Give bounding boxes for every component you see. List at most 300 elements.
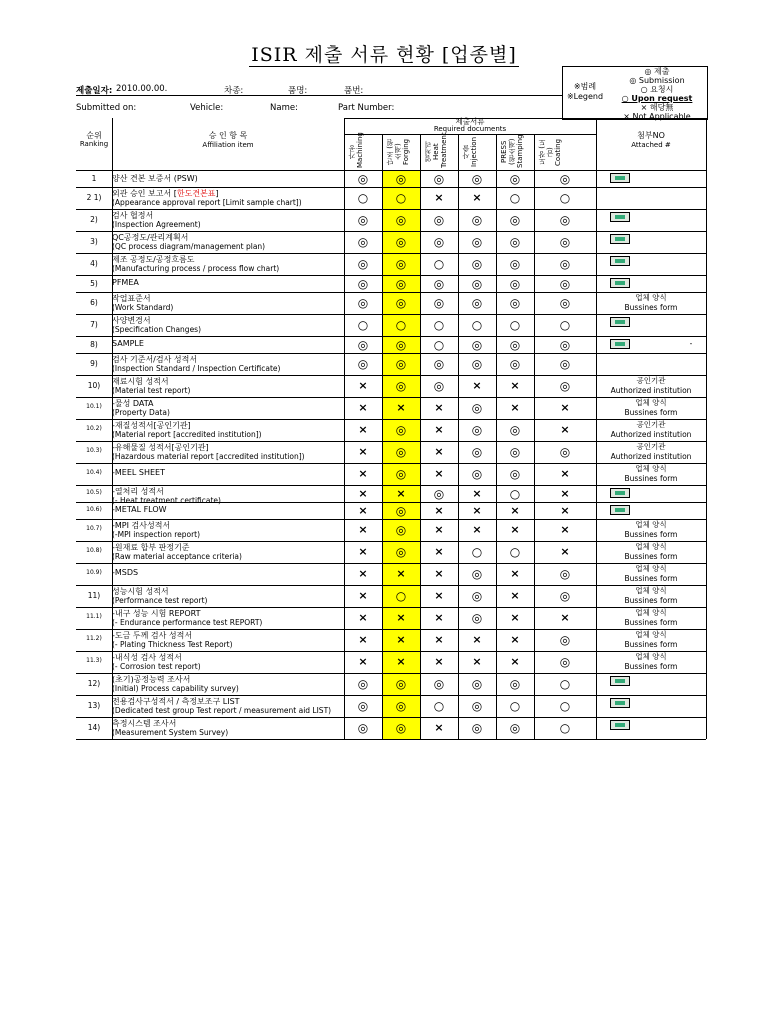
- ranking-cell: 7): [90, 320, 98, 329]
- doc-mark: ◎: [357, 276, 369, 291]
- ranking-cell: 10.8): [86, 547, 102, 554]
- attachment-note-line: 업체 양식: [635, 630, 667, 639]
- item-title-ko: -MPI 검사성적서: [112, 521, 171, 530]
- doc-mark: ◎: [433, 379, 445, 393]
- ranking-cell: 11.2): [86, 635, 102, 642]
- item-title-en: (Inspection Standard / Inspection Certificate): [112, 364, 281, 373]
- doc-mark: ◎: [559, 235, 571, 249]
- doc-mark: ×: [358, 379, 368, 392]
- vehicle-label-ko: 차종:: [224, 86, 244, 96]
- doc-mark: ◎: [559, 257, 571, 271]
- attachment-icon[interactable]: [610, 505, 630, 515]
- doc-mark: ◎: [509, 171, 521, 186]
- item-title-ko: 성능시험 성적서: [112, 587, 169, 596]
- part-label-en: Part Number:: [338, 103, 395, 113]
- doc-mark: ×: [358, 486, 368, 500]
- column-divider: [496, 134, 497, 739]
- doc-mark: ◎: [471, 357, 483, 371]
- doc-mark: ◎: [395, 357, 407, 371]
- item-title-ko: -도금 두께 검사 성적서: [112, 631, 193, 640]
- doc-mark: ◎: [395, 445, 407, 459]
- item-title-en: (Initial) Process capability survey): [112, 684, 239, 693]
- attachment-note-line: Authorized institution: [610, 430, 692, 439]
- ranking-cell: 10.1): [86, 403, 102, 410]
- item-title: PFMEA: [112, 277, 139, 287]
- attachment-note-line: Bussines form: [624, 574, 678, 583]
- doc-mark: ×: [472, 486, 482, 500]
- attachment-note-line: Bussines form: [624, 303, 678, 312]
- item-title-ko: 검사 협정서: [112, 211, 154, 220]
- attachment-note-line: 공인기관: [636, 442, 666, 451]
- doc-mark: ×: [396, 655, 406, 668]
- attachment-note: [596, 564, 706, 584]
- ranking-cell: 5): [90, 278, 98, 288]
- doc-mark: ×: [510, 633, 520, 646]
- doc-mark: ×: [358, 467, 368, 480]
- doc-mark: ◎: [357, 171, 369, 186]
- attachment-note-line: 업체 양식: [635, 608, 667, 617]
- doc-mark: ◎: [509, 337, 521, 352]
- attachment-icon[interactable]: [610, 676, 630, 686]
- item-title-en: (Material test report): [112, 386, 191, 395]
- doc-mark: ×: [472, 191, 482, 204]
- process-header: 가공 Machining: [348, 132, 364, 168]
- item-title-en: (- Corrosion test report): [112, 662, 201, 671]
- item-title-en: (Manufacturing process / process flow chart): [112, 264, 280, 273]
- doc-mark: ◎: [357, 213, 369, 227]
- doc-mark: ×: [434, 401, 444, 414]
- attachment-icon[interactable]: [610, 339, 630, 349]
- item-title-ko: -내식성 검사 성적서: [112, 653, 182, 662]
- doc-mark: ○: [395, 589, 407, 603]
- highlight-text: 한도견본표: [176, 189, 216, 198]
- doc-mark: ×: [358, 503, 368, 517]
- doc-mark: ×: [396, 486, 406, 500]
- doc-mark: ○: [509, 191, 521, 205]
- ranking-cell: 11): [87, 591, 101, 600]
- doc-mark: ◎: [357, 721, 369, 735]
- legend-item: × 해당無: [640, 103, 674, 112]
- doc-mark: ○: [559, 699, 571, 713]
- attachment-note-line: 업체 양식: [635, 293, 667, 302]
- attachment-note-line: Bussines form: [624, 662, 678, 671]
- name-label-en: Name:: [270, 103, 298, 113]
- attachment-note: [596, 442, 706, 462]
- doc-mark: ◎: [357, 257, 369, 271]
- doc-mark: ◎: [471, 445, 483, 459]
- ranking-cell: 10): [87, 381, 101, 390]
- doc-mark: ◎: [357, 677, 369, 691]
- item-title-en: (Property Data): [112, 408, 170, 417]
- doc-mark: ◎: [471, 721, 483, 735]
- doc-mark: ○: [395, 318, 407, 332]
- doc-mark: ◎: [395, 379, 407, 393]
- item-title-ko: 전용검사구성적서 / 측정보조구 LIST: [112, 697, 240, 706]
- doc-mark: ×: [396, 401, 406, 414]
- ranking-cell: 4): [90, 259, 98, 268]
- doc-mark: ○: [559, 318, 571, 332]
- doc-mark: ×: [434, 567, 444, 580]
- doc-mark: ◎: [433, 486, 445, 501]
- doc-mark: ○: [433, 257, 445, 271]
- doc-mark: ×: [472, 379, 482, 392]
- date-label-en: Submitted on:: [76, 103, 137, 113]
- doc-mark: ○: [509, 545, 521, 559]
- doc-mark: ◎: [357, 699, 369, 713]
- ranking-cell: 11.1): [86, 613, 102, 620]
- doc-mark: ◎: [559, 337, 571, 352]
- doc-mark: ×: [434, 633, 444, 646]
- ranking-cell: 10.3): [86, 447, 102, 454]
- doc-mark: ○: [357, 191, 369, 205]
- doc-mark: ◎: [509, 423, 521, 437]
- doc-mark: ◎: [559, 633, 571, 647]
- legend-item: × Not Applicable: [623, 112, 691, 121]
- doc-mark: ◎: [471, 589, 483, 603]
- ranking-cell: 10.6): [86, 505, 102, 513]
- legend-head-en: ※Legend: [566, 92, 604, 101]
- doc-mark: ◎: [509, 721, 521, 735]
- doc-mark: ×: [358, 445, 368, 458]
- attachment-note: [596, 630, 706, 650]
- doc-mark: ○: [433, 699, 445, 713]
- doc-mark: ◎: [395, 257, 407, 271]
- doc-mark: ◎: [395, 235, 407, 249]
- doc-mark: ◎: [395, 423, 407, 437]
- attachment-note-line: Bussines form: [624, 474, 678, 483]
- attachment-icon[interactable]: [610, 173, 630, 183]
- item-title-ko: -유해물질 성적서[공인기관]: [112, 443, 209, 452]
- doc-mark: ○: [395, 191, 407, 205]
- doc-mark: ×: [472, 523, 482, 536]
- item-title-en: (Dedicated test group Test report / measurement aid LIST): [112, 706, 332, 715]
- doc-mark: ×: [510, 655, 520, 668]
- doc-mark: ○: [433, 318, 445, 332]
- doc-mark: ◎: [395, 523, 407, 537]
- attachment-note: [596, 293, 706, 313]
- doc-mark: ◎: [357, 296, 369, 310]
- doc-mark: ◎: [471, 467, 483, 481]
- attachment-note-line: Bussines form: [624, 408, 678, 417]
- row-divider: [76, 485, 706, 486]
- doc-mark: ◎: [395, 276, 407, 291]
- process-header: PRESS (원소재) Stamping: [500, 134, 524, 168]
- attachment-note-line: 업체 양식: [635, 586, 667, 595]
- doc-mark: ×: [560, 611, 570, 624]
- doc-mark: ×: [358, 423, 368, 436]
- doc-mark: ◎: [433, 276, 445, 291]
- doc-mark: ○: [509, 699, 521, 713]
- column-divider: [420, 134, 421, 739]
- ranking-cell: 3): [90, 237, 98, 246]
- item-title-en: (Raw material acceptance criteria): [112, 552, 242, 561]
- doc-mark: ◎: [559, 445, 571, 459]
- doc-mark: ×: [560, 545, 570, 558]
- row-divider: [76, 739, 706, 740]
- row-divider: [76, 314, 706, 315]
- attachment-icon[interactable]: [610, 212, 630, 222]
- attachment-note-line: Authorized institution: [610, 452, 692, 461]
- doc-mark: ×: [434, 721, 444, 734]
- docs-header-ko: 제출서류: [455, 117, 485, 126]
- doc-mark: ◎: [395, 296, 407, 310]
- attachment-icon[interactable]: [610, 256, 630, 266]
- doc-mark: ◎: [471, 677, 483, 691]
- item-title-ko: -열처리 성적서: [112, 487, 164, 496]
- doc-mark: ◎: [509, 357, 521, 371]
- doc-mark: ○: [433, 337, 445, 352]
- doc-mark: ◎: [509, 213, 521, 227]
- item-title-ko: 사양변경서: [112, 316, 151, 325]
- doc-mark: ×: [396, 611, 406, 624]
- legend-box: [562, 66, 708, 120]
- doc-mark: ◎: [471, 257, 483, 271]
- ranking-cell: 11.3): [86, 657, 102, 664]
- item-title-ko: -재질성적서[공인기관]: [112, 421, 191, 430]
- doc-mark: ×: [358, 545, 368, 558]
- ranking-cell: 10.5): [86, 488, 102, 496]
- doc-mark: ×: [396, 633, 406, 646]
- attachment-note-line: Bussines form: [624, 552, 678, 561]
- doc-mark: ×: [434, 467, 444, 480]
- date-label: 제출일자:: [76, 86, 113, 96]
- item-title-ko: (초기)공정능력 조사서: [112, 675, 191, 684]
- doc-mark: ◎: [433, 677, 445, 691]
- doc-mark: ◎: [357, 235, 369, 249]
- doc-mark: ◎: [395, 503, 407, 518]
- doc-mark: ×: [510, 379, 520, 392]
- attach-note: -: [689, 339, 693, 348]
- attachment-note: [596, 608, 706, 628]
- doc-mark: ◎: [395, 545, 407, 559]
- doc-mark: ×: [510, 401, 520, 414]
- doc-mark: ◎: [357, 337, 369, 352]
- legend-item: ◎ 제출: [644, 67, 670, 76]
- ranking-cell: 10.2): [86, 425, 102, 432]
- row-divider: [344, 118, 706, 119]
- doc-mark: ×: [510, 523, 520, 536]
- doc-mark: ◎: [471, 296, 483, 310]
- doc-mark: ◎: [471, 567, 483, 581]
- item-title-en: (Specification Changes): [112, 325, 202, 334]
- attachment-icon[interactable]: [610, 278, 630, 288]
- doc-mark: ○: [471, 318, 483, 332]
- header-rule: [76, 95, 562, 96]
- attachment-note: [596, 652, 706, 672]
- attachment-icon[interactable]: [610, 698, 630, 708]
- item-title: -MSDS: [112, 568, 139, 577]
- date-value: 2010.00.00.: [116, 84, 168, 94]
- item-title-ko: 측정시스템 조사서: [112, 719, 177, 728]
- doc-mark: ◎: [559, 296, 571, 310]
- doc-mark: ×: [560, 467, 570, 480]
- attachment-note: [596, 420, 706, 440]
- doc-mark: ×: [434, 589, 444, 602]
- attach-header-ko: 첨부NO: [637, 131, 665, 140]
- ranking-cell: 9): [90, 359, 98, 368]
- attachment-note-line: Bussines form: [624, 530, 678, 539]
- attach-header-en: Attached #: [631, 141, 671, 149]
- attachment-icon[interactable]: [610, 488, 630, 498]
- legend-item: ○ Upon request: [621, 94, 693, 103]
- doc-mark: ◎: [471, 699, 483, 713]
- attachment-icon[interactable]: [610, 234, 630, 244]
- ranking-cell: 10.9): [86, 569, 102, 576]
- ranking-cell: 6): [90, 298, 98, 307]
- rank-header-en: Ranking: [79, 140, 109, 148]
- attachment-note-line: 업체 양식: [635, 542, 667, 551]
- legend-item: ○ 요청시: [640, 85, 674, 94]
- docs-header-en: Required documents: [433, 125, 507, 133]
- doc-mark: ◎: [559, 213, 571, 227]
- attachment-icon[interactable]: [610, 720, 630, 730]
- part-label-ko: 품번:: [344, 86, 364, 96]
- doc-mark: ◎: [395, 213, 407, 227]
- ranking-cell: 1: [91, 173, 97, 183]
- doc-mark: ×: [434, 445, 444, 458]
- doc-mark: ◎: [509, 257, 521, 271]
- doc-mark: ◎: [471, 171, 483, 186]
- item-title-ko: -내구 성능 시험 REPORT: [112, 609, 201, 618]
- doc-mark: ○: [559, 721, 571, 735]
- doc-mark: ×: [434, 523, 444, 536]
- row-divider: [76, 502, 706, 503]
- doc-mark: ×: [358, 633, 368, 646]
- doc-mark: ◎: [433, 235, 445, 249]
- legend-item: ◎ Submission: [629, 76, 685, 85]
- doc-mark: ◎: [395, 699, 407, 713]
- document-title: ISIR 제출 서류 현황 [업종별]: [251, 44, 517, 66]
- doc-mark: ◎: [471, 276, 483, 291]
- attachment-note: [596, 398, 706, 418]
- doc-mark: ◎: [559, 589, 571, 603]
- legend-head-ko: ※범례: [573, 82, 597, 91]
- item-title-ko: -원재료 합부 판정기준: [112, 543, 190, 552]
- doc-mark: ×: [510, 503, 520, 517]
- doc-mark: ◎: [471, 213, 483, 227]
- item-title-en: (Appearance approval report [Limit sample chart]): [112, 198, 302, 207]
- doc-mark: ×: [560, 423, 570, 436]
- row-divider: [76, 170, 706, 171]
- column-divider: [382, 134, 383, 739]
- doc-mark: ◎: [559, 276, 571, 291]
- item-title-en: (Work Standard): [112, 303, 174, 312]
- doc-mark: ×: [434, 611, 444, 624]
- item-title-ko: -물성 DATA: [112, 399, 154, 408]
- doc-mark: ×: [358, 567, 368, 580]
- item-title: -METAL FLOW: [112, 504, 167, 514]
- ranking-cell: 10.4): [86, 469, 102, 476]
- attachment-note-line: Authorized institution: [610, 386, 692, 395]
- doc-mark: ◎: [471, 401, 483, 415]
- attachment-note-line: 업체 양식: [635, 564, 667, 573]
- attachment-note-line: Bussines form: [624, 640, 678, 649]
- doc-mark: ×: [560, 523, 570, 536]
- doc-mark: ◎: [509, 235, 521, 249]
- name-label-ko: 품명:: [288, 86, 308, 96]
- doc-mark: ◎: [395, 467, 407, 481]
- item-header-en: Affiliation item: [202, 141, 254, 149]
- doc-mark: ×: [472, 503, 482, 517]
- attachment-note: [596, 376, 706, 396]
- doc-mark: ×: [396, 567, 406, 580]
- doc-mark: ◎: [471, 235, 483, 249]
- column-divider: [534, 134, 535, 739]
- doc-mark: ○: [559, 677, 571, 691]
- doc-mark: ◎: [433, 171, 445, 186]
- row-divider: [76, 209, 706, 210]
- item-title-ko: 검사 기준서/검사 성적서: [112, 355, 198, 364]
- ranking-cell: 8): [90, 339, 98, 349]
- attachment-note-line: 업체 양식: [635, 398, 667, 407]
- doc-mark: ×: [358, 523, 368, 536]
- doc-mark: ◎: [433, 357, 445, 371]
- process-header: 열처리 Heat Treatment: [424, 132, 448, 168]
- attachment-note-line: 공인기관: [636, 420, 666, 429]
- item-header-ko: 승 인 항 목: [208, 131, 248, 140]
- rank-header-ko: 순위: [86, 131, 102, 140]
- ranking-cell: 2): [90, 215, 98, 224]
- doc-mark: ×: [358, 611, 368, 624]
- doc-mark: ◎: [509, 296, 521, 310]
- row-divider: [76, 275, 706, 276]
- attachment-note-line: 업체 양식: [635, 652, 667, 661]
- item-title-ko: 외관 승인 보고서 [한도견본표]: [112, 189, 219, 198]
- item-title: 양산 견본 보증서 (PSW): [112, 173, 198, 183]
- doc-mark: ◎: [395, 677, 407, 691]
- doc-mark: ○: [509, 486, 521, 501]
- doc-mark: ◎: [357, 357, 369, 371]
- attachment-note: [596, 586, 706, 606]
- process-header: 도장 (도금) Coating: [538, 138, 562, 166]
- item-title-en: (Material report [accredited institution]): [112, 430, 262, 439]
- attachment-note-line: Bussines form: [624, 596, 678, 605]
- doc-mark: ×: [358, 401, 368, 414]
- doc-mark: ◎: [559, 567, 571, 581]
- doc-mark: ×: [560, 503, 570, 517]
- item-title-ko: 재료시험 성적서: [112, 377, 169, 386]
- doc-mark: ◎: [509, 445, 521, 459]
- attachment-icon[interactable]: [610, 317, 630, 327]
- item-title-en: (Measurement System Survey): [112, 728, 229, 737]
- item-title-en: (QC process diagram/management plan): [112, 242, 266, 251]
- item-title: SAMPLE: [112, 338, 144, 348]
- attachment-note-line: Bussines form: [624, 618, 678, 627]
- attachment-note: [596, 464, 706, 484]
- doc-mark: ×: [434, 191, 444, 204]
- process-header: 사출 Injection: [462, 137, 478, 168]
- doc-mark: ×: [510, 589, 520, 602]
- doc-mark: ×: [358, 589, 368, 602]
- doc-mark: ◎: [509, 467, 521, 481]
- ranking-cell: 2 1): [86, 193, 102, 202]
- ranking-cell: 13): [87, 701, 101, 710]
- doc-mark: ◎: [509, 677, 521, 691]
- item-title-ko: QC공정도/관리계획서: [112, 233, 189, 242]
- doc-mark: ◎: [395, 721, 407, 735]
- item-title-en: (- Endurance performance test REPORT): [112, 618, 263, 627]
- item-title: -MEEL SHEET: [112, 468, 165, 477]
- item-title-en: (Performance test report): [112, 596, 208, 605]
- doc-mark: ×: [358, 655, 368, 668]
- doc-mark: ×: [472, 633, 482, 646]
- doc-mark: ×: [434, 423, 444, 436]
- doc-mark: ◎: [509, 276, 521, 291]
- doc-mark: ×: [510, 611, 520, 624]
- doc-mark: ○: [509, 318, 521, 332]
- doc-mark: ◎: [433, 213, 445, 227]
- documents-table: [76, 118, 706, 741]
